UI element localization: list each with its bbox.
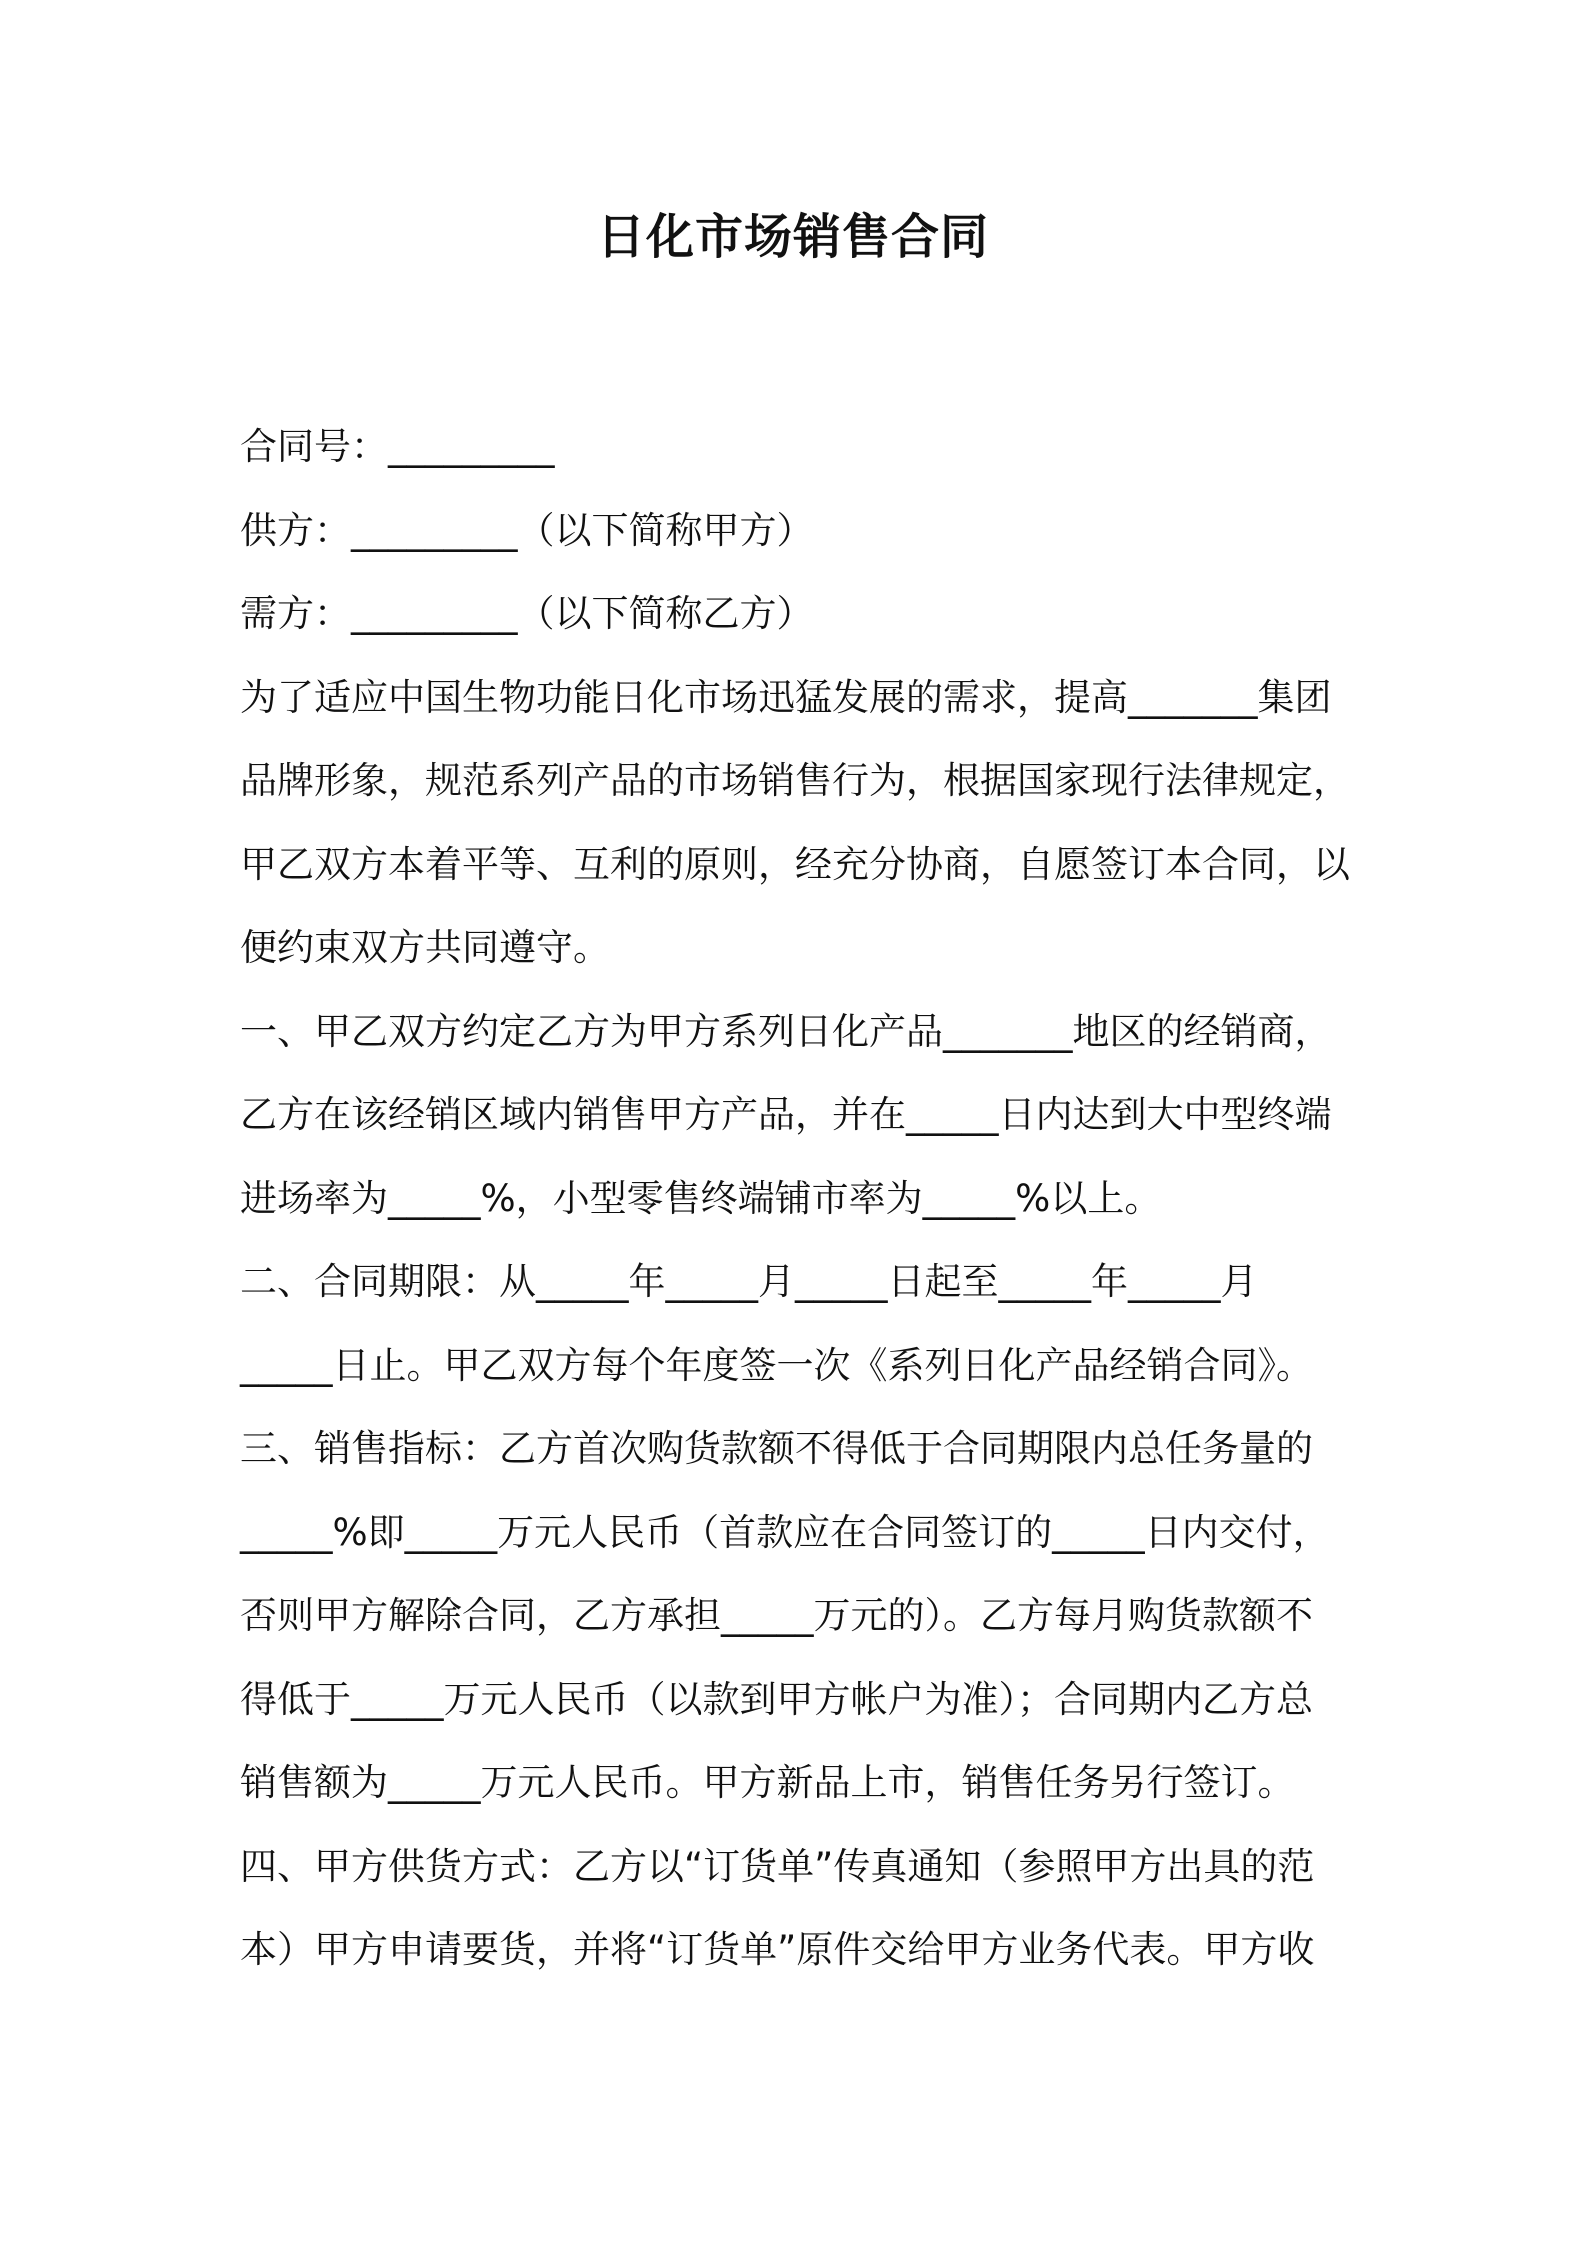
preamble-line: 便约束双方共同遵守。 xyxy=(240,926,610,969)
clause-3-line: _____%即_____万元人民币（首款应在合同签订的_____日内交付， xyxy=(240,1510,1330,1554)
document-title: 日化市场销售合同 xyxy=(596,209,989,265)
clause-3-line: 得低于_____万元人民币（以款到甲方帐户为准）；合同期内乙方总 xyxy=(240,1677,1313,1721)
clause-2-line: 二、合同期限：从_____年_____月_____日起至_____年_____月 xyxy=(240,1260,1258,1303)
clause-4-line: 本）甲方申请要货，并将“订货单”原件交给甲方业务代表。甲方收 xyxy=(240,1928,1315,1971)
document-body xyxy=(240,405,1360,1992)
buyer-line: 需方：_________（以下简称乙方） xyxy=(240,592,814,635)
clause-3-line: 三、销售指标：乙方首次购货款额不得低于合同期限内总任务量的 xyxy=(240,1427,1313,1470)
contract-number-line: 合同号：_________ xyxy=(240,425,555,468)
clause-1-line: 一、甲乙双方约定乙方为甲方系列日化产品_______地区的经销商， xyxy=(240,1009,1332,1053)
preamble-line: 甲乙双方本着平等、互利的原则，经充分协商，自愿签订本合同，以 xyxy=(240,842,1350,886)
clause-2-line: _____日止。甲乙双方每个年度签一次《系列日化产品经销合同》。 xyxy=(240,1343,1313,1387)
preamble-line: 品牌形象，规范系列产品的市场销售行为，根据国家现行法律规定， xyxy=(240,759,1350,802)
clause-1-line: 乙方在该经销区域内销售甲方产品，并在_____日内达到大中型终端 xyxy=(240,1093,1332,1136)
preamble-line: 为了适应中国生物功能日化市场迅猛发展的需求，提高_______集团 xyxy=(240,675,1332,719)
supplier-line: 供方：_________（以下简称甲方） xyxy=(240,508,814,552)
clause-3-line: 销售额为_____万元人民币。甲方新品上市，销售任务另行签订。 xyxy=(240,1761,1295,1804)
clause-3-line: 否则甲方解除合同，乙方承担_____万元的）。乙方每月购货款额不 xyxy=(240,1594,1313,1637)
clause-1-line: 进场率为_____%，小型零售终端铺市率为_____%以上。 xyxy=(240,1176,1162,1220)
clause-4-line: 四、甲方供货方式：乙方以“订货单”传真通知（参照甲方出具的范 xyxy=(240,1844,1315,1888)
